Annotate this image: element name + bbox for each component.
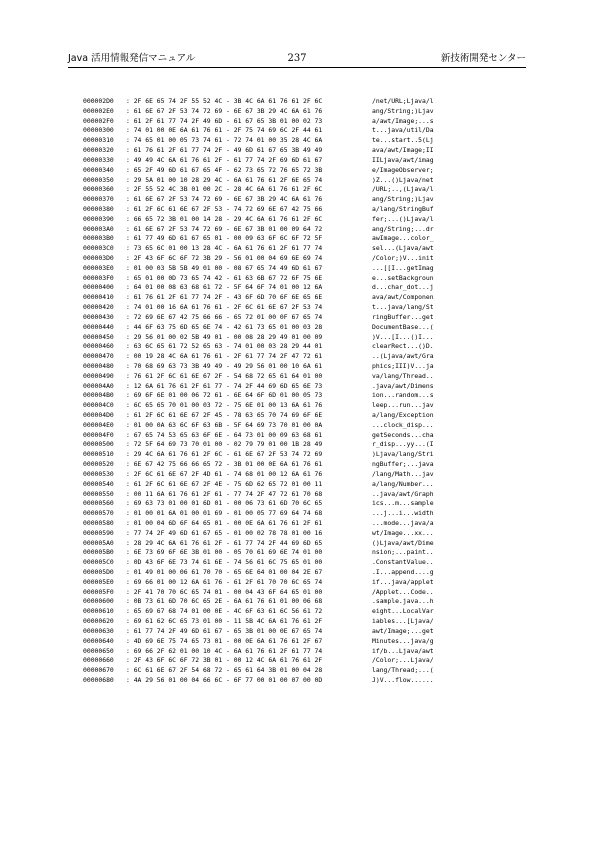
hex-dump-address: 00000500	[83, 440, 114, 449]
page-header	[68, 53, 526, 67]
hex-dump-ascii: sel...(Ljava/awt	[372, 244, 434, 253]
hex-dump-ascii: t...java/util/Da	[372, 126, 434, 135]
hex-dump-ascii: ngBuffer;...java	[372, 460, 434, 469]
hex-dump-address: 000003C0	[83, 244, 114, 253]
hex-dump-row	[83, 313, 523, 323]
hex-dump-address: 00000400	[83, 283, 114, 292]
hex-dump-row	[83, 156, 523, 166]
hex-dump-address: 00000300	[83, 126, 114, 135]
hex-dump-address: 00000620	[83, 617, 114, 626]
hex-dump-ascii: ava/awt/Componen	[372, 293, 434, 302]
hex-dump-bytes: : 77 74 2F 49 6D 61 67 65 - 01 00 02 78 78 01 00 16	[126, 528, 323, 537]
hex-dump-row	[83, 529, 523, 539]
hex-dump-bytes: : 74 01 00 16 6A 61 76 61 - 2F 6C 61 6E 67 2F 53 74	[126, 303, 323, 312]
hex-dump-address: 00000340	[83, 165, 114, 174]
hex-dump-ascii: /Applet...Code..	[372, 587, 434, 596]
hex-dump-row	[83, 225, 523, 235]
hex-dump-address: 00000330	[83, 155, 114, 164]
hex-dump-ascii: .java/awt/Dimens	[372, 381, 434, 390]
hex-dump-bytes: : 61 77 49 6D 61 67 65 01 - 00 09 63 6F 6C 6F 72 5F	[126, 234, 323, 243]
hex-dump-bytes: : 67 65 74 53 65 63 6F 6E - 64 73 01 00 09 63 68 61	[126, 430, 323, 439]
hex-dump-row	[83, 107, 523, 117]
hex-dump-ascii: /lang/Math...jav	[372, 469, 434, 478]
hex-dump-address: 000003D0	[83, 254, 114, 262]
hex-dump-ascii: a/lang/StringBuf	[372, 204, 434, 213]
hex-dump-bytes: : 01 00 01 6A 01 00 01 69 - 01 00 05 77 69 64 74 68	[126, 509, 323, 518]
hex-dump-ascii: )Z...()Ljava/net	[372, 175, 434, 184]
hex-dump-row	[83, 391, 523, 401]
hex-dump-address: 00000560	[83, 499, 114, 508]
hex-dump-row	[83, 637, 523, 647]
hex-dump-row	[83, 382, 523, 392]
hex-dump-bytes: : 69 66 01 00 12 6A 61 76 - 61 2F 61 70 70 6C 65 74	[126, 577, 323, 586]
hex-dump-bytes: : 61 77 74 2F 49 6D 61 67 - 65 3B 01 00 0E 67 65 74	[126, 626, 323, 635]
hex-dump-bytes: : 0D 43 6F 6E 73 74 61 6E - 74 56 61 6C 75 65 01 00	[126, 558, 323, 567]
hex-dump-address: 00000370	[83, 195, 114, 204]
hex-dump-ascii: Minutes...java/g	[372, 636, 434, 645]
hex-dump-row	[83, 607, 523, 617]
hex-dump-bytes: : 61 6E 67 2F 53 74 72 69 - 6E 67 3B 29 4C 6A 61 76	[126, 195, 323, 204]
hex-dump-address: 000004B0	[83, 391, 114, 400]
hex-dump-address: 000005D0	[83, 568, 114, 576]
hex-dump-ascii: ion...random...s	[372, 391, 434, 400]
hex-dump-row	[83, 176, 523, 186]
hex-dump-row	[83, 244, 523, 254]
hex-dump-row	[83, 411, 523, 421]
hex-dump-row	[83, 617, 523, 627]
hex-dump-row	[83, 205, 523, 215]
hex-dump-ascii: if/b...Ljava/awt	[372, 646, 434, 655]
hex-dump-row	[83, 509, 523, 519]
hex-dump-address: 000003A0	[83, 224, 114, 233]
hex-dump-bytes: : 44 6F 63 75 6D 65 6E 74 - 42 61 73 65 01 00 03 28	[126, 322, 323, 331]
hex-dump-ascii: a/lang/Number...	[372, 479, 434, 488]
hex-dump-address: 00000510	[83, 450, 114, 459]
hex-dump-row	[83, 185, 523, 195]
hex-dump-ascii: /URL;..,(Ljava/l	[372, 185, 434, 194]
hex-dump-row	[83, 588, 523, 598]
hex-dump-address: 000004A0	[83, 381, 114, 390]
hex-dump-address: 00000350	[83, 175, 114, 184]
hex-dump-row	[83, 303, 523, 313]
hex-dump-address: 000005B0	[83, 548, 114, 557]
header-manual-title: Java 活用情報発信マニュアル	[68, 53, 196, 64]
hex-dump-row	[83, 195, 523, 205]
hex-dump-bytes: : 61 6E 67 2F 53 74 72 69 - 6E 67 3B 01 00 09 64 72	[126, 224, 323, 233]
hex-dump-ascii: ringBuffer...get	[372, 312, 434, 321]
hex-dump-bytes: : 65 2F 49 6D 61 67 65 4F - 62 73 65 72 76 65 72 3B	[126, 165, 323, 174]
hex-dump-bytes: : 61 2F 6C 61 6E 67 2F 45 - 78 63 65 70 74 69 6F 6E	[126, 411, 323, 419]
hex-dump-bytes: : 61 76 61 2F 61 77 74 2F - 43 6F 6D 70 6F 6E 65 6E	[126, 293, 323, 302]
hex-dump-ascii: awt/Image;...get	[372, 626, 434, 635]
hex-dump-bytes: : 61 76 61 2F 61 77 74 2F - 49 6D 61 67 65 3B 49 49	[126, 146, 323, 155]
hex-dump-ascii: ang/String;...dr	[372, 224, 434, 233]
hex-dump-bytes: : 00 11 6A 61 76 61 2F 61 - 77 74 2F 47 72 61 70 68	[126, 489, 323, 498]
hex-dump-row	[83, 656, 523, 666]
hex-dump-row	[83, 254, 523, 264]
hex-dump-bytes: : 2F 43 6F 6C 6F 72 3B 29 - 56 01 00 04 69 6E 69 74	[126, 254, 323, 262]
hex-dump-bytes: : 61 6E 67 2F 53 74 72 69 - 6E 67 3B 29 4C 6A 61 76	[126, 106, 323, 115]
header-rule	[68, 67, 526, 68]
hex-dump-address: 00000600	[83, 597, 114, 606]
hex-dump-bytes: : 2F 41 70 70 6C 65 74 01 - 00 04 43 6F 64 65 01 00	[126, 587, 323, 596]
hex-dump-row	[83, 117, 523, 127]
hex-dump-bytes: : 6C 61 6E 67 2F 54 68 72 - 65 61 64 3B 01 00 04 28	[126, 666, 323, 675]
hex-dump-row	[83, 264, 523, 274]
hex-dump-ascii: ..java/awt/Graph	[372, 489, 434, 498]
hex-dump-ascii: e/ImageObserver;	[372, 165, 434, 174]
hex-dump-row	[83, 647, 523, 657]
hex-dump-ascii: )Ljava/lang/Stri	[372, 450, 434, 459]
hex-dump-ascii: eight...LocalVar	[372, 607, 434, 616]
hex-dump-bytes: : 65 01 00 0D 73 65 74 42 - 61 63 6B 67 72 6F 75 6E	[126, 273, 323, 282]
hex-dump-address: 00000550	[83, 489, 114, 498]
hex-dump-row	[83, 460, 523, 470]
hex-dump-bytes: : 12 6A 61 76 61 2F 61 77 - 74 2F 44 69 6D 65 6E 73	[126, 381, 323, 390]
hex-dump-ascii: fer;...()Ljava/l	[372, 214, 434, 223]
hex-dump-ascii: awImage...color_	[372, 234, 434, 243]
hex-dump-address: 00000390	[83, 214, 114, 223]
hex-dump-bytes: : 4A 29 56 01 00 04 66 6C - 6F 77 00 01 00 07 00 0D	[126, 675, 323, 684]
hex-dump-bytes: : 0B 73 61 6D 70 6C 65 2E - 6A 61 76 61 01 00 06 68	[126, 597, 323, 606]
hex-dump-ascii: /net/URL;Ljava/l	[372, 97, 434, 105]
hex-dump-bytes: : 01 00 0A 63 6C 6F 63 6B - 5F 64 69 73 70 01 00 0A	[126, 420, 323, 429]
hex-dump-address: 00000630	[83, 626, 114, 635]
hex-dump-row	[83, 362, 523, 372]
hex-dump-address: 00000320	[83, 146, 114, 155]
hex-dump-ascii: ..(Ljava/awt/Gra	[372, 352, 434, 361]
hex-dump-row	[83, 97, 523, 107]
hex-dump-ascii: if...java/applet	[372, 577, 434, 586]
hex-dump-address: 00000360	[83, 185, 114, 194]
hex-dump-ascii: DocumentBase...(	[372, 322, 434, 331]
hex-dump-address: 00000410	[83, 293, 114, 302]
hex-dump-bytes: : 28 29 4C 6A 61 76 61 2F - 61 77 74 2F 44 69 6D 65	[126, 538, 323, 547]
hex-dump-ascii: ics...m...sample	[372, 499, 434, 508]
hex-dump-ascii: /Color;...Ljava/	[372, 656, 434, 665]
hex-dump-bytes: : 63 6C 65 61 72 52 65 63 - 74 01 00 03 28 29 44 01	[126, 342, 323, 351]
hex-dump-bytes: : 69 66 2F 62 01 00 10 4C - 6A 61 76 61 2F 61 77 74	[126, 646, 323, 655]
hex-dump-address: 00000380	[83, 204, 114, 213]
hex-dump-address: 00000530	[83, 469, 114, 478]
hex-dump-ascii: getSeconds...cha	[372, 430, 434, 439]
hex-dump-bytes: : 2F 6C 61 6E 67 2F 4D 61 - 74 68 01 00 12 6A 61 76	[126, 469, 323, 478]
hex-dump-bytes: : 49 49 4C 6A 61 76 61 2F - 61 77 74 2F 69 6D 61 67	[126, 155, 323, 164]
hex-dump-ascii: ...[[I...getImag	[372, 263, 434, 272]
hex-dump-address: 00000590	[83, 528, 114, 537]
hex-dump-ascii: /Color;)V...init	[372, 254, 434, 262]
hex-dump-bytes: : 2F 43 6F 6C 6F 72 3B 01 - 00 12 4C 6A 61 76 61 2F	[126, 656, 323, 665]
hex-dump-bytes: : 6E 73 69 6F 6E 3B 01 00 - 05 70 61 69 6E 74 01 00	[126, 548, 323, 557]
hex-dump-bytes: : 01 49 01 00 06 61 70 70 - 65 6E 64 01 00 04 2E 67	[126, 568, 323, 576]
hex-dump-address: 00000470	[83, 352, 114, 361]
hex-dump-row	[83, 597, 523, 607]
hex-dump-ascii: ()Ljava/awt/Dime	[372, 538, 434, 547]
hex-dump-row	[83, 146, 523, 156]
hex-dump-ascii: a/lang/Exception	[372, 411, 434, 419]
hex-dump-ascii: phics;III)V...ja	[372, 361, 434, 370]
hex-dump-address: 00000570	[83, 509, 114, 518]
hex-dump-row	[83, 234, 523, 244]
hex-dump-address: 00000450	[83, 332, 114, 341]
hex-dump-bytes: : 4D 69 6E 75 74 65 73 01 - 00 0E 6A 61 76 61 2F 67	[126, 636, 323, 645]
hex-dump-address: 00000480	[83, 361, 114, 370]
hex-dump-bytes: : 69 63 73 01 00 01 6D 01 - 00 06 73 61 6D 70 6C 65	[126, 499, 323, 508]
hex-dump-ascii: nsion;...paint..	[372, 548, 434, 557]
hex-dump-ascii: lang/Thread;...(	[372, 666, 434, 675]
hex-dump-ascii: te...start..5(Lj	[372, 136, 434, 145]
hex-dump-ascii: .ConstantValue..	[372, 558, 434, 567]
hex-dump-ascii: ang/String;)Ljav	[372, 106, 434, 115]
hex-dump-row	[83, 136, 523, 146]
hex-dump-address: 000004F0	[83, 430, 114, 439]
hex-dump-row	[83, 519, 523, 529]
hex-dump-address: 000003F0	[83, 273, 114, 282]
hex-dump-address: 000002D0	[83, 97, 114, 105]
hex-dump-address: 000002F0	[83, 116, 114, 125]
hex-dump-ascii: t...java/lang/St	[372, 303, 434, 312]
hex-dump-row	[83, 548, 523, 558]
hex-dump-row	[83, 166, 523, 176]
hex-dump-ascii: ...mode...java/a	[372, 518, 434, 527]
hex-dump-address: 00000610	[83, 607, 114, 616]
hex-dump-address: 00000580	[83, 518, 114, 527]
hex-dump-address: 000005F0	[83, 587, 114, 596]
hex-dump-row	[83, 401, 523, 411]
hex-dump-ascii: e...setBackgroun	[372, 273, 434, 282]
hex-dump-bytes: : 74 01 00 0E 6A 61 76 61 - 2F 75 74 69 6C 2F 44 61	[126, 126, 323, 135]
hex-dump-row	[83, 323, 523, 333]
hex-dump-row	[83, 352, 523, 362]
hex-dump-address: 000003E0	[83, 263, 114, 272]
hex-dump-address: 00000490	[83, 371, 114, 380]
hex-dump-bytes: : 01 00 03 5B 5B 49 01 00 - 08 67 65 74 49 6D 61 67	[126, 263, 323, 272]
hex-dump-bytes: : 2F 55 52 4C 3B 01 00 2C - 28 4C 6A 61 76 61 2F 6C	[126, 185, 323, 194]
hex-dump-address: 000005A0	[83, 538, 114, 547]
hex-dump-row	[83, 666, 523, 676]
hex-dump-address: 00000310	[83, 136, 114, 145]
hex-dump-row	[83, 333, 523, 343]
hex-dump-bytes: : 69 61 62 6C 65 73 01 00 - 11 5B 4C 6A 61 76 61 2F	[126, 617, 323, 626]
hex-dump-row	[83, 274, 523, 284]
hex-dump-ascii: )V...[I...()I...	[372, 332, 434, 341]
page-number: 237	[287, 53, 307, 64]
hex-dump-bytes: : 01 00 04 6D 6F 64 65 01 - 00 0E 6A 61 76 61 2F 61	[126, 518, 323, 527]
hex-dump-address: 000005E0	[83, 577, 114, 586]
hex-dump-bytes: : 61 2F 6C 61 6E 67 2F 53 - 74 72 69 6E 67 42 75 66	[126, 204, 323, 213]
hex-dump-ascii: .sample.java...h	[372, 597, 434, 606]
hex-dump-ascii: a/awt/Image;...s	[372, 116, 434, 125]
hex-dump-row	[83, 126, 523, 136]
hex-dump-address: 00000420	[83, 303, 114, 312]
hex-dump-address: 00000680	[83, 675, 114, 684]
hex-dump-row	[83, 372, 523, 382]
hex-dump-bytes: : 74 65 01 00 05 73 74 61 - 72 74 01 00 35 28 4C 6A	[126, 136, 323, 145]
hex-dump-bytes: : 66 65 72 3B 01 00 14 28 - 29 4C 6A 61 76 61 2F 6C	[126, 214, 323, 223]
hex-dump-bytes: : 29 56 01 00 02 5B 49 01 - 00 08 28 29 49 01 00 09	[126, 332, 323, 341]
hex-dump-ascii: .I...append....g	[372, 568, 434, 576]
hex-dump-ascii: J)V...flow......	[372, 675, 434, 684]
hex-dump-bytes: : 61 2F 61 77 74 2F 49 6D - 61 67 65 3B 01 00 02 73	[126, 116, 323, 125]
hex-dump-ascii: IILjava/awt/imag	[372, 155, 434, 164]
hex-dump-bytes: : 61 2F 6C 61 6E 67 2F 4E - 75 6D 62 65 72 01 00 11	[126, 479, 323, 488]
hex-dump-bytes: : 00 19 28 4C 6A 61 76 61 - 2F 61 77 74 2F 47 72 61	[126, 352, 323, 361]
hex-dump-row	[83, 480, 523, 490]
hex-dump-ascii: r_disp...yy...(I	[372, 440, 434, 449]
hex-dump-row	[83, 470, 523, 480]
hex-dump-address: 000004E0	[83, 420, 114, 429]
hex-dump-row	[83, 568, 523, 578]
hex-dump-ascii: d...char_dot...j	[372, 283, 434, 292]
hex-dump-address: 000004D0	[83, 411, 114, 419]
hex-dump-row	[83, 450, 523, 460]
hex-dump-address: 000002E0	[83, 106, 114, 115]
hex-dump-ascii: ang/String;)Ljav	[372, 195, 434, 204]
hex-dump-address: 00000440	[83, 322, 114, 331]
hex-dump-ascii: ava/awt/Image;II	[372, 146, 434, 155]
hex-dump-bytes: : 29 4C 6A 61 76 61 2F 6C - 61 6E 67 2F 53 74 72 69	[126, 450, 323, 459]
hex-dump-bytes: : 29 5A 01 00 10 28 29 4C - 6A 61 76 61 2F 6E 65 74	[126, 175, 323, 184]
hex-dump-ascii: clearRect...()D.	[372, 342, 434, 351]
hex-dump-row	[83, 293, 523, 303]
hex-dump-address: 00000640	[83, 636, 114, 645]
hex-dump-address: 00000660	[83, 656, 114, 665]
hex-dump-row	[83, 627, 523, 637]
hex-dump-ascii: wt/Image...xx...	[372, 528, 434, 537]
hex-dump-bytes: : 2F 6E 65 74 2F 55 52 4C - 3B 4C 6A 61 76 61 2F 6C	[126, 97, 323, 105]
hex-dump-bytes: : 73 65 6C 01 00 13 28 4C - 6A 61 76 61 2F 61 77 74	[126, 244, 323, 253]
hex-dump-address: 00000520	[83, 460, 114, 469]
hex-dump-row	[83, 539, 523, 549]
hex-dump-bytes: : 65 69 67 68 74 01 00 0E - 4C 6F 63 61 6C 56 61 72	[126, 607, 323, 616]
hex-dump-address: 00000430	[83, 312, 114, 321]
hex-dump-ascii: va/lang/Thread..	[372, 371, 434, 380]
hex-dump-bytes: : 6E 67 42 75 66 66 65 72 - 3B 01 00 0E 6A 61 76 61	[126, 460, 323, 469]
hex-dump-bytes: : 76 61 2F 6C 61 6E 67 2F - 54 68 72 65 61 64 01 00	[126, 371, 323, 380]
hex-dump-address: 000004C0	[83, 401, 114, 410]
hex-dump-address: 00000540	[83, 479, 114, 488]
hex-dump-row	[83, 283, 523, 293]
hex-dump-bytes: : 72 5F 64 69 73 70 01 00 - 02 79 79 01 00 1B 28 49	[126, 440, 323, 449]
hex-dump-ascii: leep...run...jav	[372, 401, 434, 410]
hex-dump-row	[83, 499, 523, 509]
hex-dump-address: 000003B0	[83, 234, 114, 243]
hex-dump-ascii: ...clock_disp...	[372, 420, 434, 429]
hex-dump-bytes: : 72 69 6E 67 42 75 66 66 - 65 72 01 00 0F 67 65 74	[126, 312, 323, 321]
hex-dump-row	[83, 342, 523, 352]
hex-dump-row	[83, 578, 523, 588]
hex-dump-bytes: : 6C 65 65 70 01 00 03 72 - 75 6E 01 00 13 6A 61 76	[126, 401, 323, 410]
hex-dump-bytes: : 70 68 69 63 73 3B 49 49 - 49 29 56 01 00 10 6A 61	[126, 361, 323, 370]
hex-dump-bytes: : 64 01 00 08 63 68 61 72 - 5F 64 6F 74 01 00 12 6A	[126, 283, 323, 292]
hex-dump-row	[83, 490, 523, 500]
hex-dump-address: 00000650	[83, 646, 114, 655]
hex-dump-ascii: ...j...i...width	[372, 509, 434, 518]
hex-dump-row	[83, 676, 523, 686]
hex-dump-row	[83, 558, 523, 568]
hex-dump-row	[83, 431, 523, 441]
hex-dump-address: 00000460	[83, 342, 114, 351]
hex-dump-address: 00000670	[83, 666, 114, 675]
hex-dump-ascii: iables...[Ljava/	[372, 617, 434, 626]
hex-dump	[83, 97, 523, 686]
hex-dump-row	[83, 421, 523, 431]
hex-dump-address: 000005C0	[83, 558, 114, 567]
hex-dump-bytes: : 69 6F 6E 01 00 06 72 61 - 6E 64 6F 6D 01 00 05 73	[126, 391, 323, 400]
hex-dump-row	[83, 215, 523, 225]
header-organization: 新技術開発センター	[440, 53, 526, 64]
hex-dump-row	[83, 440, 523, 450]
